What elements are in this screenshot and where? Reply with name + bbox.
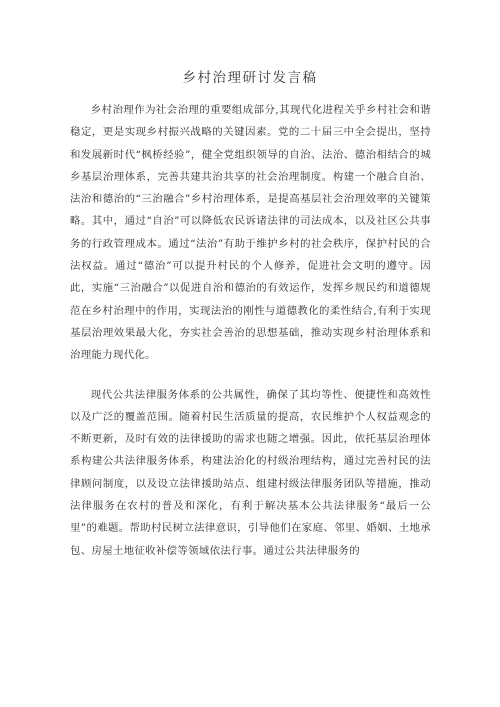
paragraph-1: 乡村治理作为社会治理的重要组成部分,其现代化进程关乎乡村社会和谐稳定，更是实现乡村振兴战略的关键因素。党的二十届三中全会提出，坚持和发展新时代“枫桥经验”，健全党组织领导的自治、法治、德治相结合的城乡基层治理体系，完善共建共治共享的社会治理制度。构建一个融合自治、法治和德治的“三治融合”乡村治理体系，是提高基层社会治理效率的关键策略。其中，通过“自治”可以降低农民诉诸法律的司法成本，以及社区公共事务的行政管理成本。通过“法治”有助于维护乡村的社会秩序，保护村民的合法权益。通过“德治”可以提升村民的个人修养，促进社会文明的遵守。因此，实施“三治融合”以促进自治和德治的有效运作，发挥乡规民约和道德规范在乡村治理中的作用，实现法治的刚性与道德教化的柔性结合,有利于实现基层治理效果最大化，夯实社会善治的思想基础，推动实现乡村治理体系和治理能力现代化。 <box>70 104 431 362</box>
document-title: 乡村治理研讨发言稿 <box>182 70 318 86</box>
document-body <box>70 99 431 562</box>
paragraph-2: 现代公共法律服务体系的公共属性，确保了其均等性、便捷性和高效性以及广泛的覆盖范围。随着村民生活质量的提高，农民维护个人权益观念的不断更新，及时有效的法律援助的需求也随之增强。因此，依托基层治理体系构建公共法律服务体系，构建法治化的村级治理结构，通过完善村民的法律顾问制度，以及设立法律援助站点、组建村级法律服务团队等措施，推动法律服务在农村的普及和深化，有利于解决基本公共法律服务“最后一公里”的难题。帮助村民树立法律意识，引导他们在家庭、邻里、婚姻、土地承包、房屋土地征收补偿等领域依法行事。通过公共法律服务的 <box>70 388 431 557</box>
